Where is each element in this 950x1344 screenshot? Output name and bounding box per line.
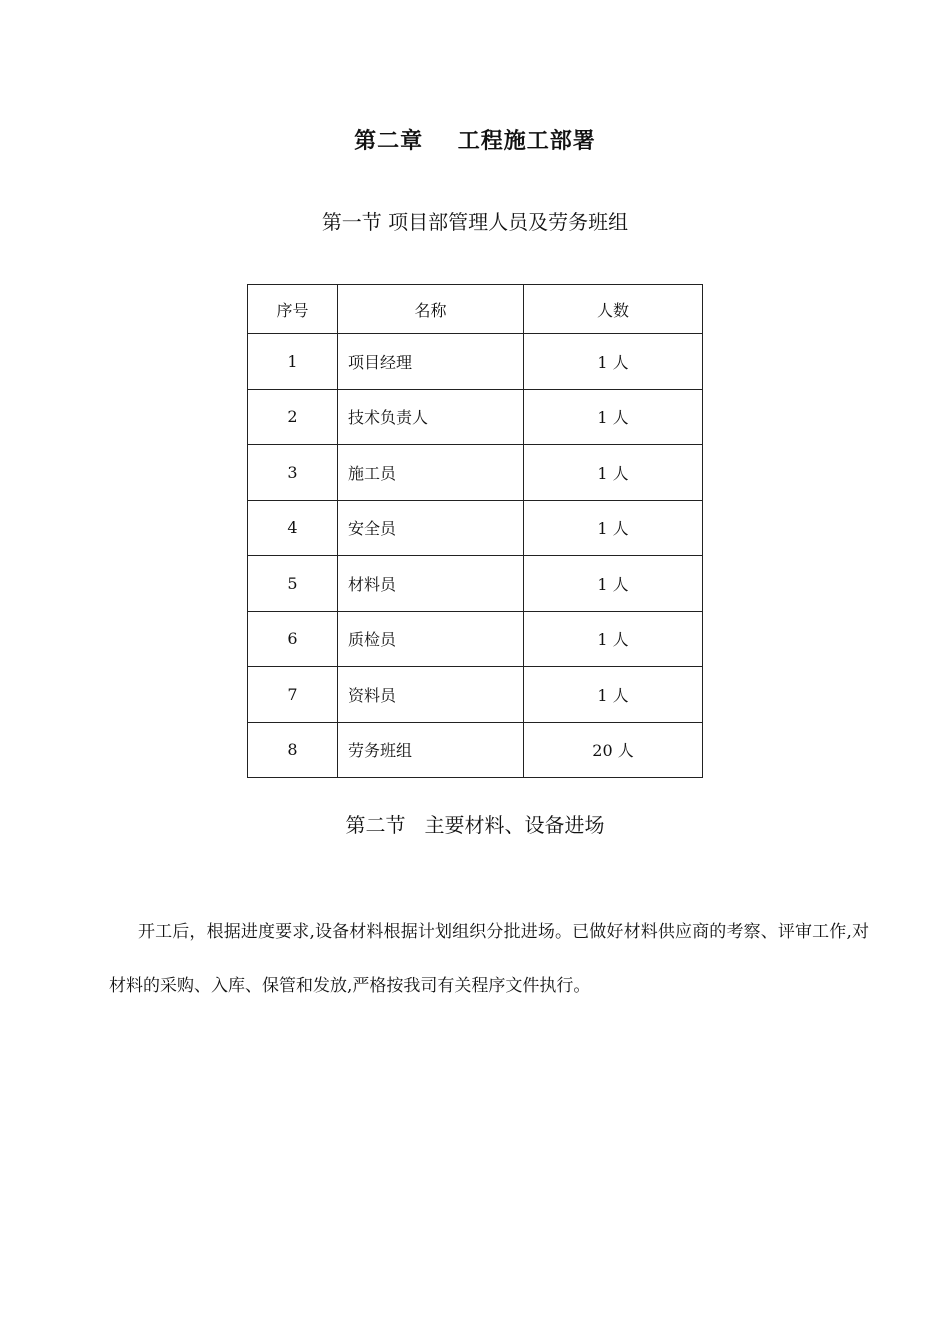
row-name: 技术负责人: [338, 389, 524, 445]
row-count: 1 人: [524, 500, 703, 556]
row-name: 施工员: [338, 445, 524, 501]
table-header-row: [248, 285, 703, 334]
table-row: [248, 556, 703, 612]
row-count: 1 人: [524, 667, 703, 723]
row-no: 2: [248, 389, 338, 445]
row-no: 7: [248, 667, 338, 723]
table-row: [248, 722, 703, 778]
table-row: [248, 389, 703, 445]
row-count: 1 人: [524, 611, 703, 667]
row-count: 1 人: [524, 334, 703, 390]
row-name: 安全员: [338, 500, 524, 556]
header-count: 人数: [524, 285, 703, 334]
row-count: 20 人: [524, 722, 703, 778]
row-no: 3: [248, 445, 338, 501]
row-count: 1 人: [524, 556, 703, 612]
row-no: 6: [248, 611, 338, 667]
staff-table: [247, 284, 703, 778]
row-no: 1: [248, 334, 338, 390]
row-name: 质检员: [338, 611, 524, 667]
section-title-2: 第二节 主要材料、设备进场: [345, 813, 605, 837]
row-no: 5: [248, 556, 338, 612]
body-paragraph: 开工后，根据进度要求,设备材料根据计划组织分批进场。已做好材料供应商的考察、评审工作,对材料的采购、入库、保管和发放,严格按我司有关程序文件执行。: [109, 922, 869, 996]
row-name: 资料员: [338, 667, 524, 723]
row-no: 8: [248, 722, 338, 778]
header-name: 名称: [338, 285, 524, 334]
row-count: 1 人: [524, 389, 703, 445]
table-row: [248, 667, 703, 723]
table-row: [248, 611, 703, 667]
row-count: 1 人: [524, 445, 703, 501]
section-title-1: 第一节 项目部管理人员及劳务班组: [321, 210, 629, 234]
row-name: 材料员: [338, 556, 524, 612]
row-no: 4: [248, 500, 338, 556]
table-row: [248, 445, 703, 501]
table-row: [248, 500, 703, 556]
row-name: 劳务班组: [338, 722, 524, 778]
header-no: 序号: [248, 285, 338, 334]
chapter-title: 第二章 工程施工部署: [354, 128, 596, 154]
table-row: [248, 334, 703, 390]
row-name: 项目经理: [338, 334, 524, 390]
